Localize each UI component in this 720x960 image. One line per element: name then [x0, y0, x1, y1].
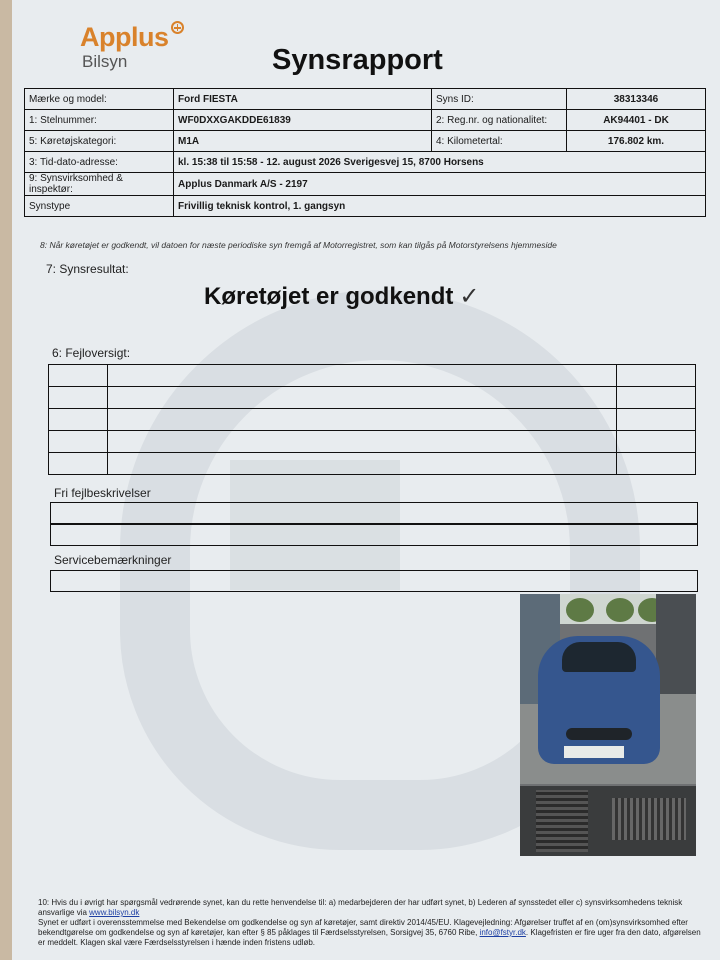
free-faults-label: Fri fejlbeskrivelser — [54, 486, 151, 500]
stel-label: 1: Stelnummer: — [25, 110, 174, 131]
fault-cell — [617, 365, 696, 387]
syns-id-value: 38313346 — [567, 89, 706, 110]
stel-value: WF0DXXGAKDDE61839 — [174, 110, 432, 131]
vehicle-photo — [520, 594, 696, 856]
result-text-wrap — [204, 282, 479, 311]
info-row — [25, 110, 706, 131]
logo-wordmark: Applus — [80, 22, 169, 52]
info-row — [25, 173, 706, 196]
firm-value: Applus Danmark A/S - 2197 — [174, 173, 706, 196]
fault-row — [49, 409, 696, 431]
info-row — [25, 196, 706, 217]
category-value: M1A — [174, 131, 432, 152]
footer-line1: 10: Hvis du i øvrigt har spørgsmål vedrørende synet, kan du rette henvendelse til: a) medarbejderen der har udført synet, b) Lederen af synsstedet eller c) synsvirksomhedens teknisk ansvarlige via — [38, 898, 683, 917]
fault-cell — [49, 365, 108, 387]
fault-cell — [617, 453, 696, 475]
email-link[interactable]: info@fstyr.dk — [479, 928, 526, 937]
result-label: 7: Synsresultat: — [46, 262, 129, 276]
type-value: Frivillig teknisk kontrol, 1. gangsyn — [174, 196, 706, 217]
fault-row — [49, 365, 696, 387]
fault-cell — [108, 365, 617, 387]
reg-label: 2: Reg.nr. og nationalitet: — [432, 110, 567, 131]
bilsyn-link[interactable]: www.bilsyn.dk — [89, 908, 140, 917]
fault-cell — [49, 453, 108, 475]
reg-value: AK94401 - DK — [567, 110, 706, 131]
check-icon: ✓ — [459, 283, 480, 310]
fault-row — [49, 387, 696, 409]
fault-cell — [617, 409, 696, 431]
free-faults-box — [50, 524, 698, 546]
page-title: Synsrapport — [272, 44, 443, 76]
footer-line3: . Klagefristen er fire uger fra den dato, afgørelsen er meddelt. Klagen skal være Færdselsstyrelsen i hænde inden fristens udløb. — [38, 928, 701, 947]
type-label: Synstype — [25, 196, 174, 217]
time-label: 3: Tid-dato-adresse: — [25, 152, 174, 173]
make-value: Ford FIESTA — [174, 89, 432, 110]
time-value: kl. 15:38 til 15:58 - 12. august 2026 Sverigesvej 15, 8700 Horsens — [174, 152, 706, 173]
category-label: 5: Køretøjskategori: — [25, 131, 174, 152]
fault-cell — [49, 431, 108, 453]
plus-icon — [171, 21, 184, 34]
fault-cell — [49, 387, 108, 409]
fault-cell — [108, 431, 617, 453]
info-row — [25, 152, 706, 173]
info-row — [25, 131, 706, 152]
fault-row — [49, 453, 696, 475]
service-box — [50, 570, 698, 592]
fault-row — [49, 431, 696, 453]
fault-cell — [108, 453, 617, 475]
service-label: Servicebemærkninger — [54, 553, 172, 567]
info-row — [25, 89, 706, 110]
fault-cell — [108, 387, 617, 409]
fault-cell — [617, 431, 696, 453]
fault-cell — [108, 409, 617, 431]
syns-id-label: Syns ID: — [432, 89, 567, 110]
vehicle-info-table — [24, 88, 706, 217]
footer-line2: Synet er udført i overensstemmelse med Bekendelse om godkendelse og syn af køretøjer, samt direktiv 2014/45/EU. Klagevejledning: Afgørelser truffet af en (om)synsvirksomhed efter bekendtgørelse om godkendelse og syn af køretøjer, kan efter § 85 påklages til Færdselsstyrelsen, Sorsigvej 35, 6760 Ribe, — [38, 918, 688, 937]
footer-text — [38, 898, 706, 948]
make-label: Mærke og model: — [25, 89, 174, 110]
fault-table — [48, 364, 696, 475]
km-label: 4: Kilometertal: — [432, 131, 567, 152]
registry-note: 8: Når køretøjet er godkendt, vil datoen for næste periodiske syn fremgå af Motorregistret, som kan tilgås på Motorstyrelsens hjemmeside — [40, 240, 557, 250]
faults-label: 6: Fejloversigt: — [52, 346, 131, 360]
fault-cell — [49, 409, 108, 431]
logo-subtitle: Bilsyn — [82, 52, 128, 71]
km-value: 176.802 km. — [567, 131, 706, 152]
applus-logo — [80, 22, 184, 71]
result-text: Køretøjet er godkendt — [204, 283, 454, 310]
free-faults-box — [50, 502, 698, 524]
fault-cell — [617, 387, 696, 409]
firm-label: 9: Synsvirksomhed & inspektør: — [25, 173, 174, 196]
